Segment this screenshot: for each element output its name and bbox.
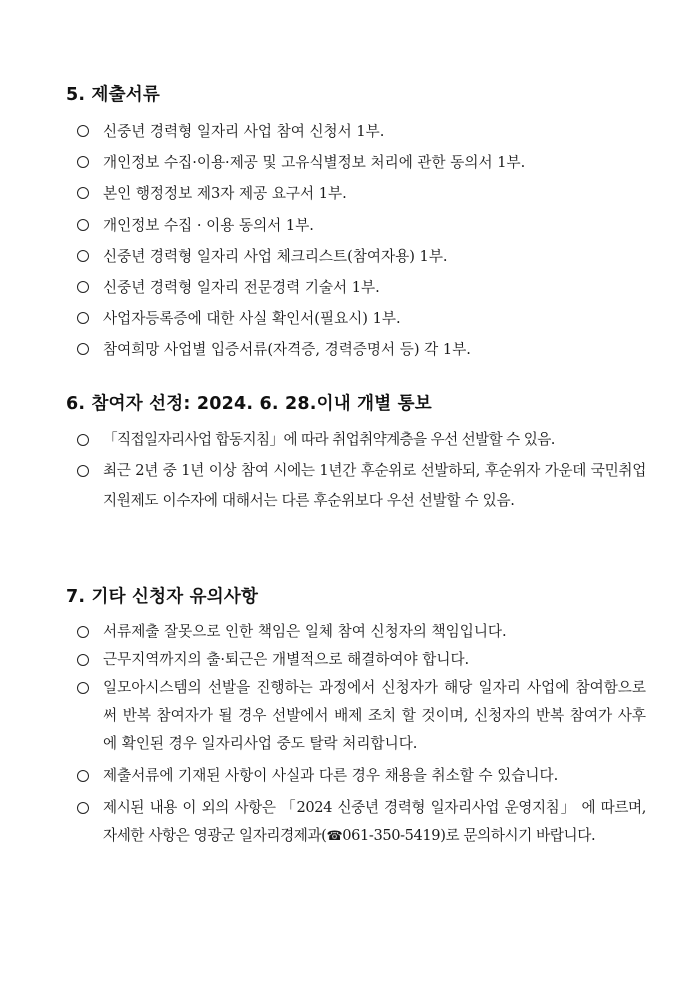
section-applicant-notes xyxy=(66,586,646,851)
list-item xyxy=(66,674,646,758)
list-item xyxy=(66,425,646,456)
item-text: 개인정보 수집 · 이용 동의서 1부. xyxy=(103,216,314,234)
list-item xyxy=(66,303,646,334)
item-text-after-phone: )로 문의하시기 바랍니다. xyxy=(440,827,596,844)
list-item xyxy=(66,241,646,272)
item-text: 신중년 경력형 일자리 전문경력 기술서 1부. xyxy=(103,278,380,296)
selection-notes-list xyxy=(66,425,646,517)
item-text-before-phone: 제시된 내용 이 외의 사항은 「2024 신중년 경력형 일자리사업 운영지침」 에 따르며, 자세한 사항은 영광군 일자리경제과( xyxy=(103,799,646,844)
bullet-circle-icon xyxy=(77,250,89,262)
list-item xyxy=(66,116,646,147)
item-text: 참여희망 사업별 입증서류(자격증, 경력증명서 등) 각 1부. xyxy=(103,341,471,359)
bullet-circle-icon xyxy=(77,343,89,355)
item-text: 최근 2년 중 1년 이상 참여 시에는 1년간 후순위로 선발하되, 후순위자 가운데 국민취업지원제도 이수자에 대해서는 다른 후순위보다 우선 선발할 수 있음. xyxy=(103,461,646,510)
item-text: 제출서류에 기재된 사항이 사실과 다른 경우 채용을 취소할 수 있습니다. xyxy=(103,767,559,784)
applicant-notes-list xyxy=(66,618,646,851)
list-item xyxy=(66,456,646,517)
item-text: 서류제출 잘못으로 인한 책임은 일체 참여 신청자의 책임입니다. xyxy=(103,623,507,640)
list-item xyxy=(66,272,646,303)
item-text: 근무지역까지의 출·퇴근은 개별적으로 해결하여야 합니다. xyxy=(103,651,470,668)
bullet-circle-icon xyxy=(77,770,89,782)
item-text: 「직접일자리사업 합동지침」에 따라 취업취약계층을 우선 선발할 수 있음. xyxy=(103,431,555,448)
item-text: 본인 행정정보 제3자 제공 요구서 1부. xyxy=(103,185,347,203)
section-heading: 6. 참여자 선정: 2024. 6. 28.이내 개별 통보 xyxy=(66,394,432,414)
bullet-circle-icon xyxy=(77,465,89,477)
bullet-circle-icon xyxy=(77,312,89,324)
bullet-circle-icon xyxy=(77,187,89,199)
list-item xyxy=(66,147,646,178)
item-text: 일모아시스템의 선발을 진행하는 과정에서 신청자가 해당 일자리 사업에 참여함으로써 반복 참여자가 될 경우 선발에서 배제 조치 할 것이며, 신청자의 반복 참여가 사후에 확인된 경우 일자리사업 중도 탈락 처리합니다. xyxy=(103,679,646,752)
bullet-circle-icon xyxy=(77,654,89,666)
bullet-circle-icon xyxy=(77,125,89,137)
list-item xyxy=(66,762,646,790)
bullet-circle-icon xyxy=(77,682,89,694)
list-item xyxy=(66,646,646,674)
document-list xyxy=(66,116,646,366)
telephone-icon: ☎ xyxy=(326,829,343,844)
bullet-circle-icon xyxy=(77,156,89,168)
bullet-circle-icon xyxy=(77,434,89,446)
item-text: 사업자등록증에 대한 사실 확인서(필요시) 1부. xyxy=(103,310,401,328)
list-item xyxy=(66,178,646,209)
bullet-circle-icon xyxy=(77,281,89,293)
list-item xyxy=(66,794,646,851)
bullet-circle-icon xyxy=(77,802,89,814)
section-submission-documents xyxy=(66,84,646,366)
list-item xyxy=(66,334,646,365)
bullet-circle-icon xyxy=(77,626,89,638)
section-heading: 7. 기타 신청자 유의사항 xyxy=(66,587,259,607)
item-text: 개인정보 수집·이용·제공 및 고유식별정보 처리에 관한 동의서 1부. xyxy=(103,154,526,172)
bullet-circle-icon xyxy=(77,219,89,231)
item-text: 신중년 경력형 일자리 사업 체크리스트(참여자용) 1부. xyxy=(103,247,448,265)
section-heading: 5. 제출서류 xyxy=(66,85,160,105)
item-text: 신중년 경력형 일자리 사업 참여 신청서 1부. xyxy=(103,123,385,140)
list-item xyxy=(66,618,646,646)
section-participant-selection xyxy=(66,393,646,517)
phone-number: 061-350-5419 xyxy=(342,827,441,844)
list-item xyxy=(66,210,646,241)
